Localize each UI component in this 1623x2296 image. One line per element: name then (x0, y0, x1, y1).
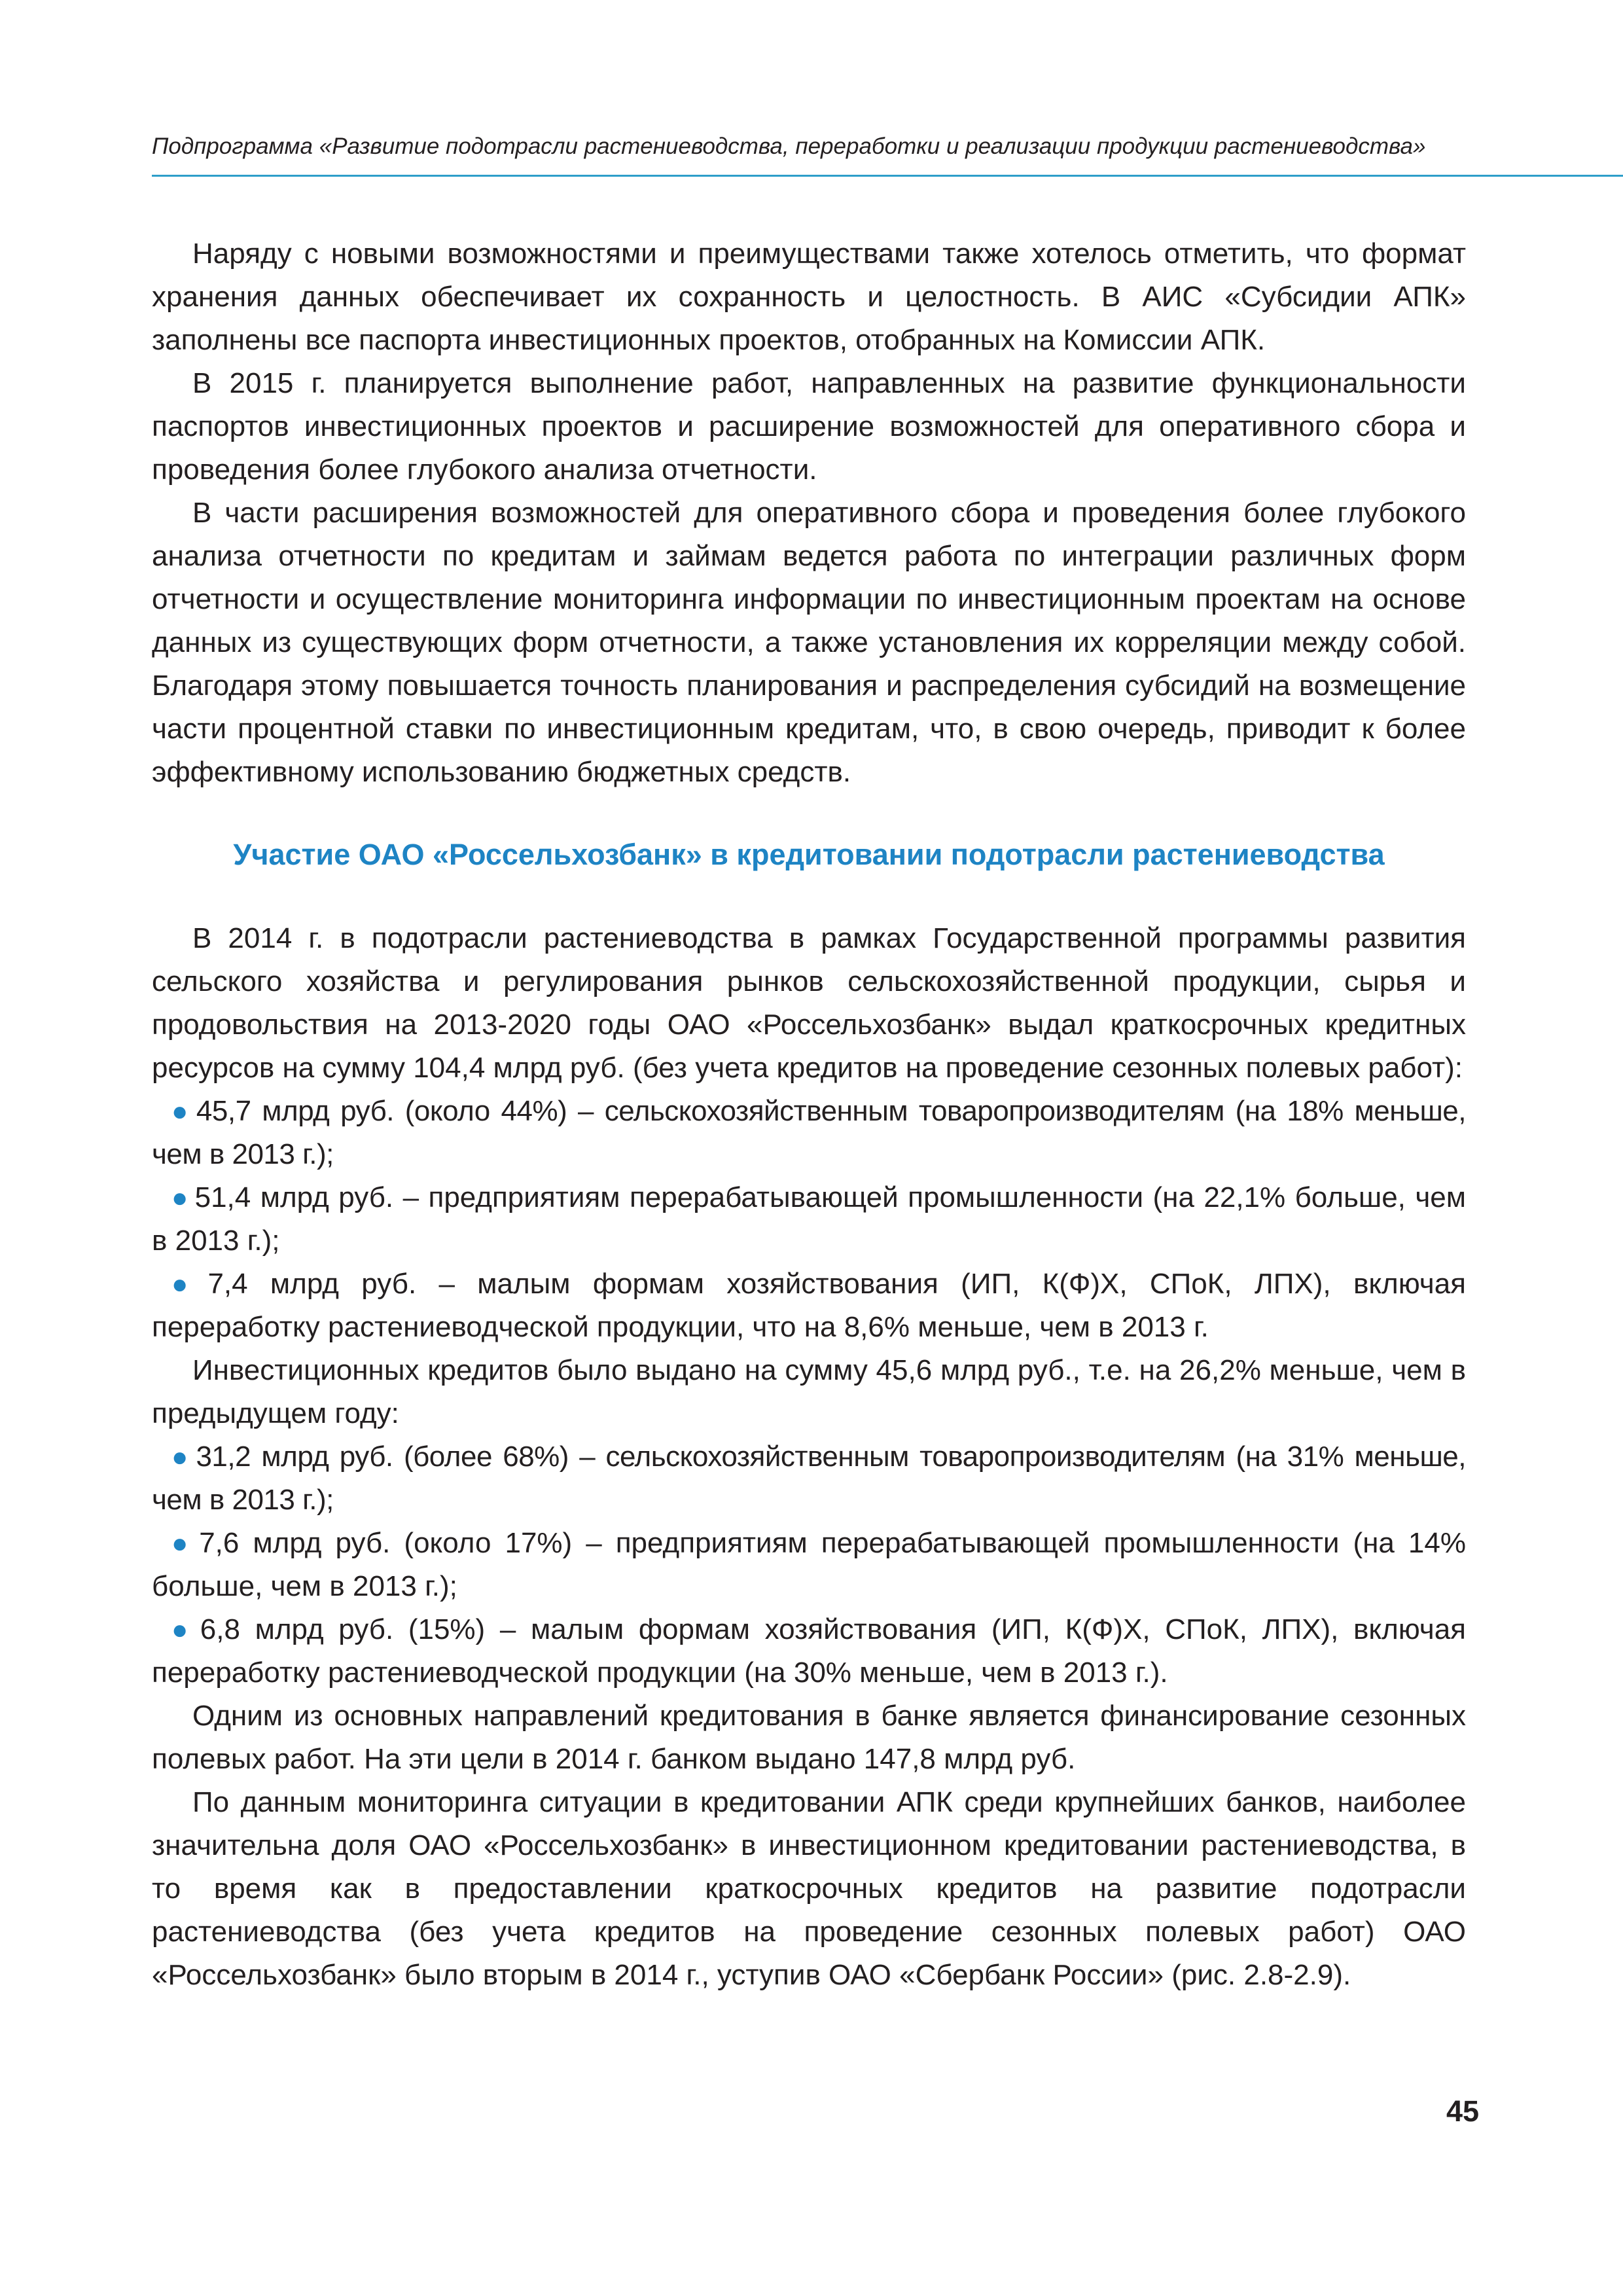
bullet-text: 7,6 млрд руб. (около 17%) – предприятиям перерабатывающей промышленности (на 14% больше, чем в 2013 г.); (152, 1527, 1466, 1602)
body-paragraph: В части расширения возможностей для оперативного сбора и проведения более глубокого анализа отчетности по кредитам и займам ведется работа по интеграции различных форм отчетности и осуществление мониторинга информации по инвестиционным проектам на основе данных из существующих форм отчетности, а также установления их корреляции между собой. Благодаря этому повышается точность планирования и распределения субсидий на возмещение части процентной ставки по инвестиционным кредитам, что, в свою очередь, приводит к более эффективному использованию бюджетных средств. (152, 497, 1466, 788)
header-divider (152, 175, 1623, 177)
bullet-item (152, 1176, 1466, 1263)
section-heading: Участие ОАО «Россельхозбанк» в кредитовании подотрасли растениеводства (233, 838, 1385, 871)
bullet-item (152, 1263, 1466, 1349)
body-paragraph: По данным мониторинга ситуации в кредитовании АПК среди крупнейших банков, наиболее значительна доля ОАО «Россельхозбанк» в инвестиционном кредитовании растениеводства, в то время как в предоставлении краткосрочных кредитов на развитие подотрасли растениеводства (без учета кредитов на проведение сезонных полевых работ) ОАО «Россельхозбанк» было вторым в 2014 г., уступив ОАО «Сбербанк России» (рис. 2.8-2.9). (152, 1786, 1466, 1991)
bullet-text: 51,4 млрд руб. – предприятиям перерабатывающей промышленности (на 22,1% больше, чем в 2013 г.); (152, 1181, 1466, 1257)
bullet-item (152, 1435, 1466, 1522)
body-paragraph: Инвестиционных кредитов было выдано на сумму 45,6 млрд руб., т.е. на 26,2% меньше, чем в предыдущем году: (152, 1354, 1466, 1429)
running-header: Подпрограмма «Развитие подотрасли растениеводства, переработки и реализации продукции растениеводства» (152, 134, 1426, 159)
bullet-icon: ● (171, 1528, 194, 1558)
bullet-item (152, 1608, 1466, 1695)
bullet-icon: ● (171, 1096, 191, 1126)
body-paragraph: В 2015 г. планируется выполнение работ, направленных на развитие функциональности паспортов инвестиционных проектов и расширение возможностей для оперативного сбора и проведения более глубокого анализа отчетности. (152, 367, 1466, 486)
bullet-text: 45,7 млрд руб. (около 44%) – сельскохозяйственным товаропроизводителям (на 18% меньше, чем в 2013 г.); (152, 1095, 1466, 1170)
body-paragraph: Одним из основных направлений кредитования в банке является финансирование сезонных полевых работ. На эти цели в 2014 г. банком выдано 147,8 млрд руб. (152, 1700, 1466, 1775)
bullet-icon: ● (171, 1614, 195, 1645)
bullet-text: 6,8 млрд руб. (15%) – малым формам хозяйствования (ИП, К(Ф)Х, СПоК, ЛПХ), включая переработку растениеводческой продукции (на 30% меньше, чем в 2013 г.). (152, 1613, 1467, 1689)
bullet-text: 7,4 млрд руб. – малым формам хозяйствования (ИП, К(Ф)Х, СПоК, ЛПХ), включая переработку растениеводческой продукции, что на 8,6% меньше, чем в 2013 г. (152, 1268, 1466, 1343)
bullet-item (152, 1522, 1466, 1608)
bullet-icon: ● (171, 1182, 190, 1213)
bullet-text: 31,2 млрд руб. (более 68%) – сельскохозяйственным товаропроизводителям (на 31% меньше, чем в 2013 г.); (152, 1441, 1466, 1516)
bullet-icon: ● (171, 1268, 203, 1299)
bullet-item (152, 1090, 1466, 1176)
page-number: 45 (1446, 2094, 1479, 2128)
body-paragraph: В 2014 г. в подотрасли растениеводства в рамках Государственной программы развития сельского хозяйства и регулирования рынков сельскохозяйственной продукции, сырья и продовольствия на 2013-2020 годы ОАО «Россельхозбанк» выдал краткосрочных кредитных ресурсов на сумму 104,4 млрд руб. (без учета кредитов на проведение сезонных полевых работ): (152, 922, 1466, 1084)
body-paragraph: Наряду с новыми возможностями и преимуществами также хотелось отметить, что формат хранения данных обеспечивает их сохранность и целостность. В АИС «Субсидии АПК» заполнены все паспорта инвестиционных проектов, отобранных на Комиссии АПК. (152, 238, 1466, 356)
bullet-icon: ● (171, 1441, 191, 1472)
page-body (152, 232, 1466, 1997)
